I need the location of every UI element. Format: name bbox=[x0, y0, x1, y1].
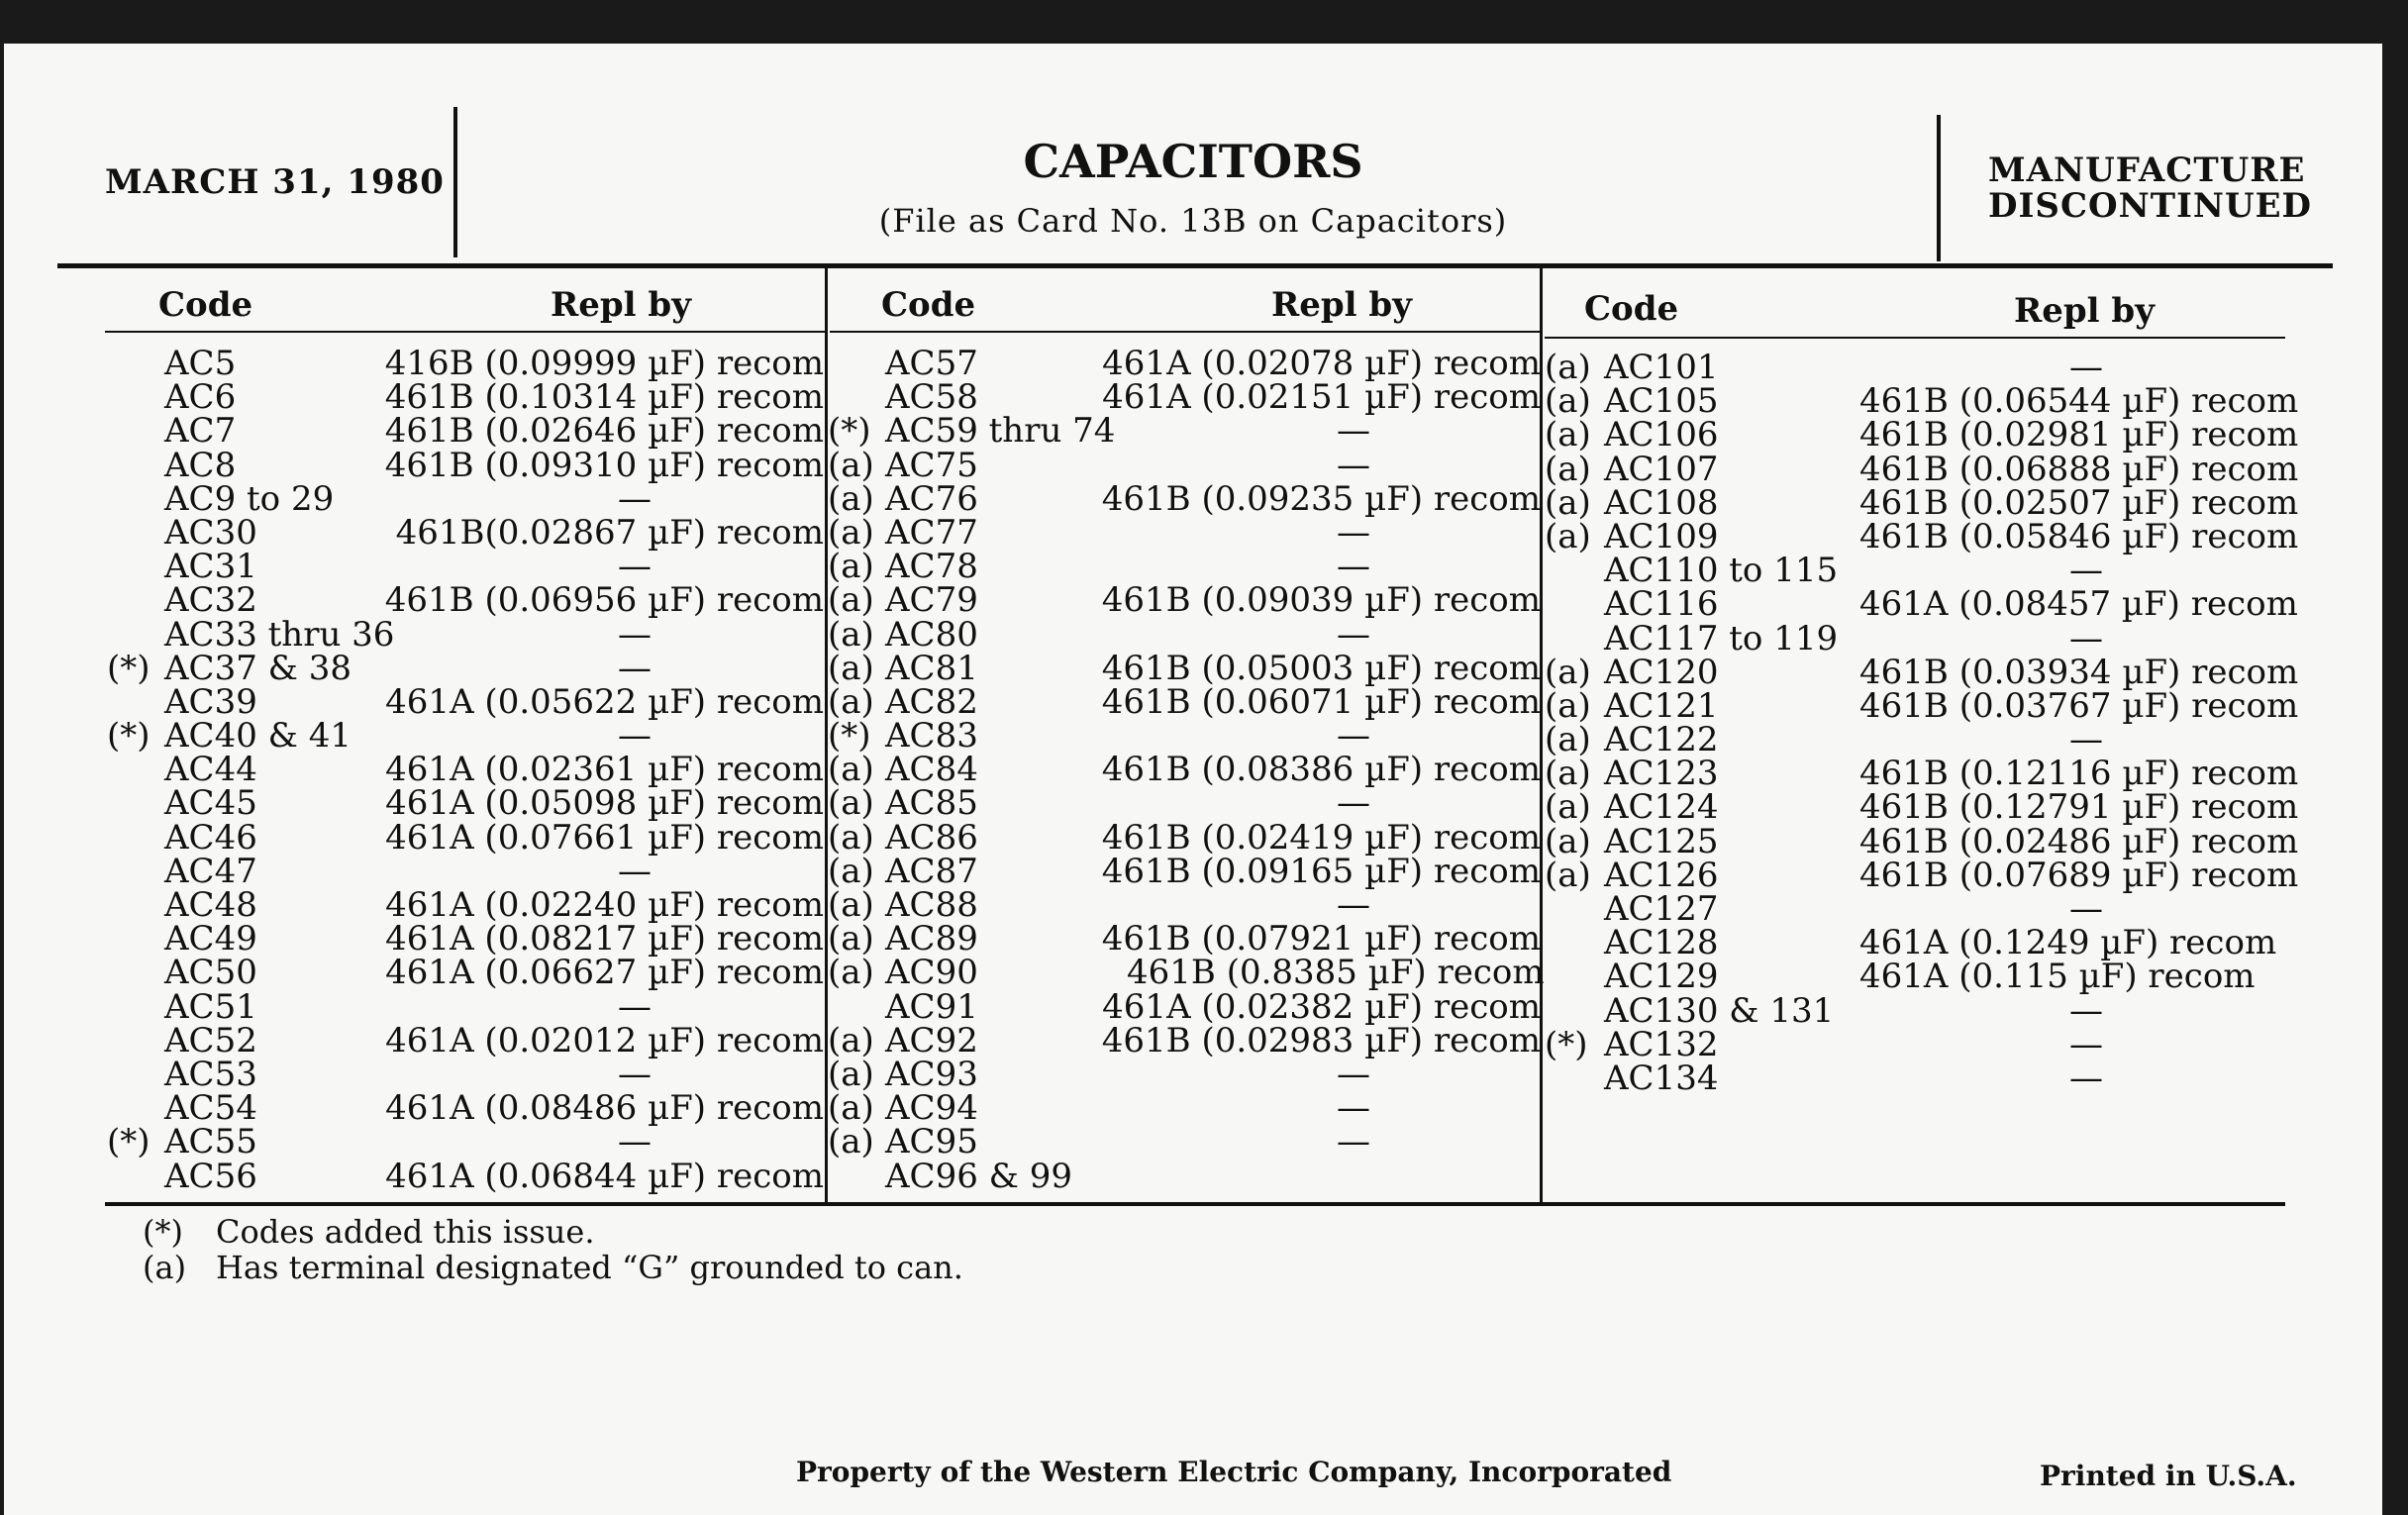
property-notice: Property of the Western Electric Company, Incorporated bbox=[796, 1456, 1672, 1488]
row-code: AC123 bbox=[1604, 754, 1719, 794]
row-replacement: 461B (0.02486 µF) recom bbox=[1859, 821, 2299, 861]
row-replacement: 461B (0.03934 µF) recom bbox=[1859, 652, 2299, 692]
row-replacement: — bbox=[618, 478, 652, 519]
row-mark: (a) bbox=[1545, 348, 1591, 387]
row-replacement: — bbox=[618, 1122, 652, 1162]
row-mark: (a) bbox=[828, 1088, 874, 1129]
row-mark: (*) bbox=[828, 411, 871, 452]
row-replacement: 461B (0.02507 µF) recom bbox=[1859, 482, 2299, 523]
row-code: AC130 & 131 bbox=[1604, 990, 1835, 1031]
row-replacement: — bbox=[1337, 716, 1370, 757]
row-mark: (a) bbox=[828, 478, 874, 519]
row-code: AC32 bbox=[164, 580, 257, 621]
row-code: AC77 bbox=[885, 512, 978, 553]
row-mark: (a) bbox=[828, 919, 874, 960]
footnote-mark: (a) bbox=[143, 1249, 187, 1286]
col1-head-rule bbox=[105, 331, 826, 333]
row-mark: (a) bbox=[1545, 855, 1591, 895]
table-row bbox=[4, 889, 2331, 929]
row-code: AC57 bbox=[885, 344, 978, 383]
row-mark: (*) bbox=[828, 716, 871, 757]
row-code: AC88 bbox=[885, 885, 978, 925]
row-replacement: 461B (0.06544 µF) recom bbox=[1859, 381, 2299, 422]
table-row bbox=[4, 449, 2331, 489]
row-code: AC50 bbox=[164, 953, 257, 993]
row-code: AC40 & 41 bbox=[164, 716, 351, 757]
col3-repl-heading: Repl by bbox=[2014, 291, 2155, 331]
row-replacement: — bbox=[2069, 990, 2103, 1031]
row-replacement: 461B (0.03767 µF) recom bbox=[1859, 685, 2299, 726]
row-replacement: — bbox=[1337, 547, 1370, 587]
col3-code-heading: Code bbox=[1584, 289, 1679, 329]
table-row bbox=[4, 516, 2331, 556]
row-replacement: — bbox=[2069, 618, 2103, 658]
row-code: AC81 bbox=[885, 648, 978, 688]
table-row bbox=[4, 415, 2331, 455]
row-code: AC107 bbox=[1604, 449, 1719, 489]
footnotes bbox=[143, 1214, 963, 1285]
row-mark: (*) bbox=[107, 1122, 150, 1162]
row-replacement: 461A (0.02151 µF) recom bbox=[1102, 377, 1541, 418]
row-mark: (a) bbox=[828, 817, 874, 858]
row-mark: (a) bbox=[828, 681, 874, 722]
row-replacement: — bbox=[618, 614, 652, 655]
row-code: AC129 bbox=[1604, 957, 1719, 997]
row-mark: (a) bbox=[828, 614, 874, 655]
row-mark: (a) bbox=[1545, 787, 1591, 828]
col1-code-heading: Code bbox=[158, 285, 253, 325]
row-replacement: 461B (0.8385 µF) recom bbox=[1127, 953, 1545, 993]
row-replacement: 461A (0.02361 µF) recom bbox=[385, 750, 824, 790]
row-replacement: 461A (0.07661 µF) recom bbox=[385, 817, 824, 858]
row-code: AC82 bbox=[885, 681, 978, 722]
table-column-3 bbox=[4, 348, 2331, 1098]
row-replacement: — bbox=[618, 547, 652, 587]
row-mark: (a) bbox=[1545, 754, 1591, 794]
row-mark: (a) bbox=[1545, 449, 1591, 489]
row-mark: (a) bbox=[828, 783, 874, 824]
table-row bbox=[4, 957, 2331, 997]
catalog-card bbox=[4, 44, 2382, 1515]
row-code: AC59 thru 74 bbox=[885, 411, 1116, 452]
row-replacement: 461A (0.02012 µF) recom bbox=[385, 1020, 824, 1060]
header-divider-right bbox=[1937, 115, 1941, 261]
page-title: CAPACITORS bbox=[1023, 135, 1363, 188]
row-replacement: 461B (0.09235 µF) recom bbox=[1101, 478, 1541, 519]
status-block bbox=[1988, 152, 2312, 224]
row-code: AC31 bbox=[164, 547, 257, 587]
table-row bbox=[4, 923, 2331, 963]
row-replacement: — bbox=[618, 648, 652, 688]
row-code: AC106 bbox=[1604, 415, 1719, 455]
row-code: AC53 bbox=[164, 1054, 257, 1094]
row-code: AC44 bbox=[164, 750, 257, 790]
row-code: AC121 bbox=[1604, 685, 1719, 726]
footnote-text: Codes added this issue. bbox=[216, 1213, 595, 1251]
row-replacement: 461A (0.05622 µF) recom bbox=[385, 681, 824, 722]
footnote bbox=[143, 1250, 963, 1285]
row-code: AC96 & 99 bbox=[885, 1156, 1072, 1196]
row-replacement: 461B (0.12116 µF) recom bbox=[1859, 754, 2299, 794]
row-replacement: 461B (0.07689 µF) recom bbox=[1859, 855, 2299, 895]
col2-code-heading: Code bbox=[881, 285, 976, 325]
row-code: AC134 bbox=[1604, 1058, 1719, 1098]
row-replacement: — bbox=[1337, 512, 1370, 553]
row-replacement: 461B (0.09039 µF) recom bbox=[1101, 580, 1541, 621]
row-code: AC51 bbox=[164, 986, 257, 1027]
row-replacement: 461B (0.06888 µF) recom bbox=[1859, 449, 2299, 489]
row-code: AC101 bbox=[1604, 348, 1719, 387]
row-replacement: 461A (0.02382 µF) recom bbox=[1102, 986, 1541, 1027]
row-replacement: 461A (0.115 µF) recom bbox=[1859, 957, 2256, 997]
row-replacement: — bbox=[1337, 885, 1370, 925]
table-row bbox=[4, 482, 2331, 523]
row-mark: (a) bbox=[828, 1054, 874, 1094]
status-line-2: DISCONTINUED bbox=[1988, 186, 2313, 226]
footnote-mark: (*) bbox=[143, 1213, 183, 1251]
row-mark: (a) bbox=[828, 580, 874, 621]
row-code: AC83 bbox=[885, 716, 978, 757]
row-code: AC37 & 38 bbox=[164, 648, 351, 688]
row-code: AC120 bbox=[1604, 652, 1719, 692]
row-replacement: 461B (0.05846 µF) recom bbox=[1859, 516, 2299, 556]
table-row bbox=[4, 1122, 1541, 1162]
table-row bbox=[4, 990, 2331, 1031]
row-mark: (a) bbox=[828, 1020, 874, 1060]
row-mark: (*) bbox=[107, 648, 150, 688]
table-row bbox=[4, 787, 2331, 828]
row-code: AC54 bbox=[164, 1088, 257, 1129]
row-code: AC5 bbox=[164, 344, 237, 383]
table-row bbox=[4, 551, 2331, 591]
row-replacement: 461B (0.02419 µF) recom bbox=[1101, 817, 1541, 858]
table-row bbox=[4, 1156, 1541, 1196]
row-replacement: 461B (0.06956 µF) recom bbox=[384, 580, 824, 621]
row-mark: (a) bbox=[1545, 415, 1591, 455]
row-mark: (a) bbox=[828, 648, 874, 688]
table-row bbox=[4, 720, 2331, 760]
row-code: AC109 bbox=[1604, 516, 1719, 556]
row-code: AC90 bbox=[885, 953, 978, 993]
table-row bbox=[4, 584, 2331, 625]
row-code: AC8 bbox=[164, 445, 237, 485]
row-code: AC94 bbox=[885, 1088, 978, 1129]
row-code: AC132 bbox=[1604, 1024, 1719, 1064]
row-code: AC125 bbox=[1604, 821, 1719, 861]
row-replacement: 461A (0.08457 µF) recom bbox=[1859, 584, 2298, 625]
row-mark: (a) bbox=[828, 445, 874, 485]
table-row bbox=[4, 821, 2331, 861]
row-code: AC80 bbox=[885, 614, 978, 655]
col2-head-rule bbox=[830, 331, 1543, 333]
row-code: AC49 bbox=[164, 919, 257, 960]
row-mark: (a) bbox=[828, 851, 874, 891]
row-replacement: — bbox=[1337, 411, 1370, 452]
row-replacement: — bbox=[2069, 1058, 2103, 1098]
row-code: AC30 bbox=[164, 512, 257, 553]
row-replacement: 461A (0.05098 µF) recom bbox=[385, 783, 824, 824]
row-replacement: — bbox=[2069, 348, 2103, 387]
row-code: AC127 bbox=[1604, 889, 1719, 929]
row-code: AC6 bbox=[164, 377, 237, 418]
row-code: AC116 bbox=[1604, 584, 1719, 625]
table-row bbox=[4, 1058, 2331, 1098]
row-code: AC128 bbox=[1604, 923, 1719, 963]
row-replacement: 461B (0.06071 µF) recom bbox=[1101, 681, 1541, 722]
table-row bbox=[4, 348, 2331, 387]
row-replacement: — bbox=[618, 986, 652, 1027]
row-replacement: 461A (0.02078 µF) recom bbox=[1102, 344, 1541, 383]
issue-date: MARCH 31, 1980 bbox=[105, 162, 445, 202]
row-code: AC89 bbox=[885, 919, 978, 960]
row-code: AC117 to 119 bbox=[1604, 618, 1839, 658]
row-replacement: — bbox=[1337, 1122, 1370, 1162]
row-code: AC91 bbox=[885, 986, 978, 1027]
row-replacement: 461A (0.06627 µF) recom bbox=[385, 953, 824, 993]
row-replacement: 461B (0.07921 µF) recom bbox=[1101, 919, 1541, 960]
row-mark: (a) bbox=[828, 512, 874, 553]
page-subtitle: (File as Card No. 13B on Capacitors) bbox=[878, 202, 1508, 240]
row-replacement: 461A (0.1249 µF) recom bbox=[1859, 923, 2277, 963]
row-code: AC46 bbox=[164, 817, 257, 858]
row-replacement: 461A (0.06844 µF) recom bbox=[385, 1156, 824, 1196]
printed-notice: Printed in U.S.A. bbox=[2040, 1460, 2297, 1492]
row-mark: (a) bbox=[828, 885, 874, 925]
row-replacement: 461A (0.02240 µF) recom bbox=[385, 885, 824, 925]
row-code: AC52 bbox=[164, 1020, 257, 1060]
row-replacement: 461B (0.10314 µF) recom bbox=[384, 377, 824, 418]
table-row bbox=[4, 855, 2331, 895]
row-replacement: 461B (0.05003 µF) recom bbox=[1101, 648, 1541, 688]
row-code: AC33 thru 36 bbox=[164, 614, 395, 655]
row-replacement: — bbox=[1337, 445, 1370, 485]
row-code: AC110 to 115 bbox=[1604, 551, 1839, 591]
row-code: AC39 bbox=[164, 681, 257, 722]
row-code: AC105 bbox=[1604, 381, 1719, 422]
col2-repl-heading: Repl by bbox=[1271, 285, 1412, 325]
row-replacement: — bbox=[1337, 783, 1370, 824]
row-code: AC93 bbox=[885, 1054, 978, 1094]
row-mark: (a) bbox=[1545, 821, 1591, 861]
row-replacement: 461B (0.02646 µF) recom bbox=[384, 411, 824, 452]
table-row bbox=[4, 685, 2331, 726]
row-mark: (a) bbox=[1545, 720, 1591, 760]
row-replacement: — bbox=[2069, 551, 2103, 591]
row-code: AC48 bbox=[164, 885, 257, 925]
row-code: AC58 bbox=[885, 377, 978, 418]
row-replacement: 461B (0.02981 µF) recom bbox=[1859, 415, 2299, 455]
row-replacement: — bbox=[618, 1054, 652, 1094]
col3-head-rule bbox=[1545, 337, 2285, 339]
footnote bbox=[143, 1214, 963, 1250]
row-code: AC55 bbox=[164, 1122, 257, 1162]
row-replacement: 461B (0.02983 µF) recom bbox=[1101, 1020, 1541, 1060]
row-mark: (a) bbox=[1545, 652, 1591, 692]
table-row bbox=[4, 618, 2331, 658]
row-replacement: — bbox=[618, 716, 652, 757]
row-replacement: 461B (0.08386 µF) recom bbox=[1101, 750, 1541, 790]
row-mark: (a) bbox=[828, 547, 874, 587]
row-code: AC75 bbox=[885, 445, 978, 485]
row-mark: (*) bbox=[107, 716, 150, 757]
row-replacement: — bbox=[2069, 720, 2103, 760]
row-replacement: — bbox=[618, 851, 652, 891]
row-code: AC9 to 29 bbox=[164, 478, 335, 519]
row-code: AC87 bbox=[885, 851, 978, 891]
row-code: AC85 bbox=[885, 783, 978, 824]
row-code: AC78 bbox=[885, 547, 978, 587]
col1-repl-heading: Repl by bbox=[551, 285, 691, 325]
row-code: AC7 bbox=[164, 411, 237, 452]
table-row bbox=[4, 1088, 1541, 1129]
row-code: AC79 bbox=[885, 580, 978, 621]
row-replacement: 461B (0.12791 µF) recom bbox=[1859, 787, 2299, 828]
row-replacement: — bbox=[1337, 1054, 1370, 1094]
row-mark: (*) bbox=[1545, 1024, 1588, 1064]
row-mark: (a) bbox=[1545, 685, 1591, 726]
row-code: AC47 bbox=[164, 851, 257, 891]
row-code: AC108 bbox=[1604, 482, 1719, 523]
row-code: AC86 bbox=[885, 817, 978, 858]
row-mark: (a) bbox=[1545, 482, 1591, 523]
row-code: AC92 bbox=[885, 1020, 978, 1060]
row-replacement: 461B(0.02867 µF) recom bbox=[395, 512, 824, 553]
row-code: AC95 bbox=[885, 1122, 978, 1162]
table-row bbox=[4, 381, 2331, 422]
table-bottom-rule bbox=[105, 1202, 2285, 1206]
row-code: AC45 bbox=[164, 783, 257, 824]
row-replacement: 461A (0.08217 µF) recom bbox=[385, 919, 824, 960]
row-replacement: — bbox=[1337, 614, 1370, 655]
row-replacement: — bbox=[1337, 1088, 1370, 1129]
row-code: AC124 bbox=[1604, 787, 1719, 828]
table-row bbox=[4, 754, 2331, 794]
row-code: AC84 bbox=[885, 750, 978, 790]
row-replacement: — bbox=[2069, 889, 2103, 929]
table-row bbox=[4, 652, 2331, 692]
row-replacement: 416B (0.09999 µF) recom bbox=[384, 344, 824, 383]
row-mark: (a) bbox=[828, 1122, 874, 1162]
row-mark: (a) bbox=[1545, 516, 1591, 556]
row-code: AC122 bbox=[1604, 720, 1719, 760]
row-code: AC56 bbox=[164, 1156, 257, 1196]
table-row bbox=[4, 1024, 2331, 1064]
status-line-1: MANUFACTURE bbox=[1988, 151, 2306, 190]
row-replacement: 461A (0.08486 µF) recom bbox=[385, 1088, 824, 1129]
row-replacement: — bbox=[2069, 1024, 2103, 1064]
row-replacement: 461B (0.09165 µF) recom bbox=[1101, 851, 1541, 891]
header-rule bbox=[57, 263, 2333, 268]
row-mark: (a) bbox=[828, 750, 874, 790]
row-replacement: 461B (0.09310 µF) recom bbox=[384, 445, 824, 485]
footnote-text: Has terminal designated “G” grounded to can. bbox=[216, 1249, 963, 1286]
row-mark: (a) bbox=[1545, 381, 1591, 422]
row-mark: (a) bbox=[828, 953, 874, 993]
row-code: AC126 bbox=[1604, 855, 1719, 895]
row-code: AC76 bbox=[885, 478, 978, 519]
